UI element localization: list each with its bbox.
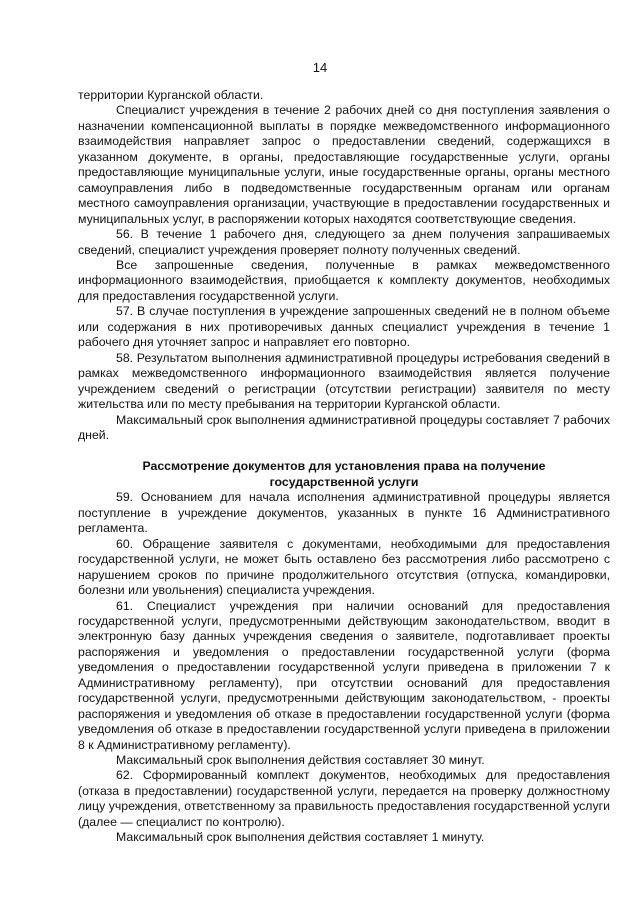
paragraph: Максимальный срок выполнения административной процедуры составляет 7 рабочих дней. (78, 412, 610, 442)
section-before-heading (78, 88, 610, 443)
section-heading-line-1: Рассмотрение документов для установления права на получение (142, 459, 546, 474)
paragraph: Максимальный срок выполнения действия составляет 30 минут. (116, 753, 485, 768)
paragraph: 60. Обращение заявителя с документами, необходимыми для предоставления государственной услуги, не может быть оставлено без рассмотрения либо рассмотрено с нарушением сроков по причине продолжительного отсутствия (отпуска, командировки, болезни или увольнения) специалиста учреждения. (78, 536, 610, 598)
paragraph: 57. В случае поступления в учреждение запрошенных сведений не в полном объеме или содержания в них противоречивых данных специалист учреждения в течение 1 рабочего дня уточняет запрос и направляет его повторно. (78, 304, 610, 350)
section-heading (78, 459, 610, 490)
paragraph: Все запрошенные сведения, полученные в рамках межведомственного информационного взаимодействия, приобщается к комплекту документов, необходимых для предоставления государственной услуги. (78, 257, 610, 303)
paragraph: Специалист учреждения в течение 2 рабочих дней со дня поступления заявления о назначении компенсационной выплаты в порядке межведомственного информационного взаимодействия направляет запрос о предоставлении сведений, содержащихся в указанном документе, в органы, предоставляющие государственные услуги, органы предоставляющие муниципальные услуги, иные государственные органы, органы местного самоуправления либо в подведомственные государственным органам или органам местного самоуправления организации, участвующие в предоставлении государственных и муниципальных услуг, в распоряжении которых находятся соответствующие сведения. (78, 103, 610, 226)
paragraph: 61. Специалист учреждения при наличии оснований для предоставления государственной услуги, предусмотренными действующим законодательством, вводит в электронную базу данных учреждения сведения о заявителе, подготавливает проекты распоряжения и уведомления о предоставлении государственной услуги (форма уведомления о предоставлении государственной услуги приведена в приложении 7 к Административному регламенту), при отсутствии оснований для предоставления государственной услуги, предусмотренными действующим законодательством, - проекты распоряжения и уведомления об отказе в предоставлении государственной услуги (форма уведомления об отказе в предоставлении государственной услуги приведена в приложении 8 к Административному регламенту). (78, 598, 610, 752)
paragraph: 56. В течение 1 рабочего дня, следующего за днем получения запрашиваемых сведений, специалист учреждения проверяет полноту полученных сведений. (78, 227, 610, 257)
page-number: 14 (312, 60, 328, 75)
section-after-heading (78, 490, 610, 845)
paragraph: 58. Результатом выполнения административной процедуры истребования сведений в рамках межведомственного информационного взаимодействия является получение учреждением сведений о регистрации (отсутствии регистрации) заявителя по месту жительства или по месту пребывания на территории Курганской области. (78, 350, 610, 412)
paragraph: 62. Сформированный комплект документов, необходимых для предоставления (отказа в предоставлении) государственной услуги, передается на проверку должностному лицу учреждения, ответственному за правильность предоставления государственной услуги (далее — специалист по контролю). (78, 768, 610, 829)
paragraph: территории Курганской области. (78, 88, 264, 102)
paragraph: Максимальный срок выполнения действия составляет 1 минуту. (116, 830, 485, 845)
document-body (78, 88, 610, 846)
section-heading-line-2: государственной услуги (269, 474, 419, 489)
paragraph: 59. Основанием для начала исполнения административной процедуры является поступление в учреждение документов, указанных в пункте 16 Административного регламента. (78, 490, 610, 536)
